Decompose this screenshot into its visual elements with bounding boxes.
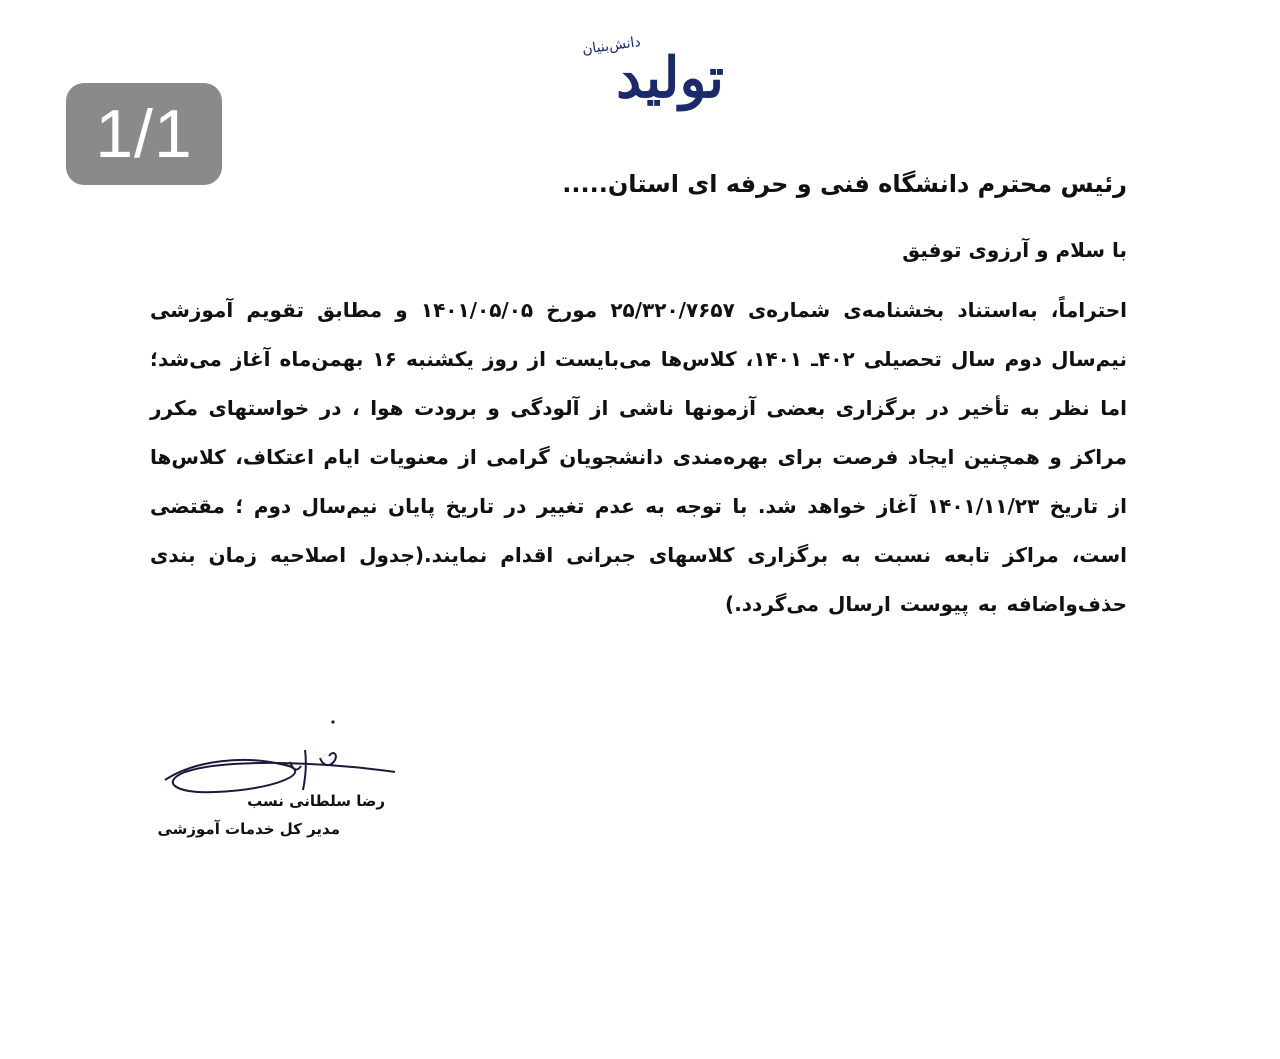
letter-recipient: رئیس محترم دانشگاه فنی و حرفه ای استان..... [562, 170, 1127, 198]
letter-body: احتراماً، به‌استناد بخشنامه‌ی شماره‌ی ۲۵/۳۲۰/۷۶۵۷ مورخ ۱۴۰۱/۰۵/۰۵ و مطابق تقویم آموزشی نیم‌سال دوم سال تحصیلی ۴۰۲ـ ۱۴۰۱، کلاس‌ها می‌بایست از روز یکشنبه ۱۶ بهمن‌ماه آغاز می‌شد؛ اما نظر به تأخیر در برگزاری بعضی آزمونها ناشی از آلودگی و برودت هوا ، در خواستهای مکرر مراکز و همچنین ایجاد فرصت برای بهره‌مندی دانشجویان گرامی از معنویات ایام اعتکاف، کلاس‌ها از تاریخ ۱۴۰۱/۱۱/۲۳ آغاز خواهد شد. با توجه به عدم تغییر در تاریخ پایان نیم‌سال دوم ؛ مقتضی است، مراکز تابعه نسبت به برگزاری کلاسهای جبرانی اقدام نمایند.(جدول اصلاحیه زمان بندی حذف‌واضافه به پیوست ارسال می‌گردد.) [150, 298, 1128, 616]
page-counter-badge: 1/1 [66, 83, 222, 185]
logo-title: تولید [616, 45, 724, 111]
signature-block [155, 710, 405, 850]
letter-greeting: با سلام و آرزوی توفیق [902, 238, 1127, 262]
signatory-name: رضا سلطانی نسب [247, 792, 385, 810]
signatory-title: مدیر کل خدمات آموزشی [157, 820, 340, 838]
handwritten-signature-icon [155, 710, 405, 800]
letter-content [150, 160, 1127, 629]
production-logo [560, 20, 730, 130]
logo-subtitle: دانش‌بنیان [581, 33, 642, 59]
